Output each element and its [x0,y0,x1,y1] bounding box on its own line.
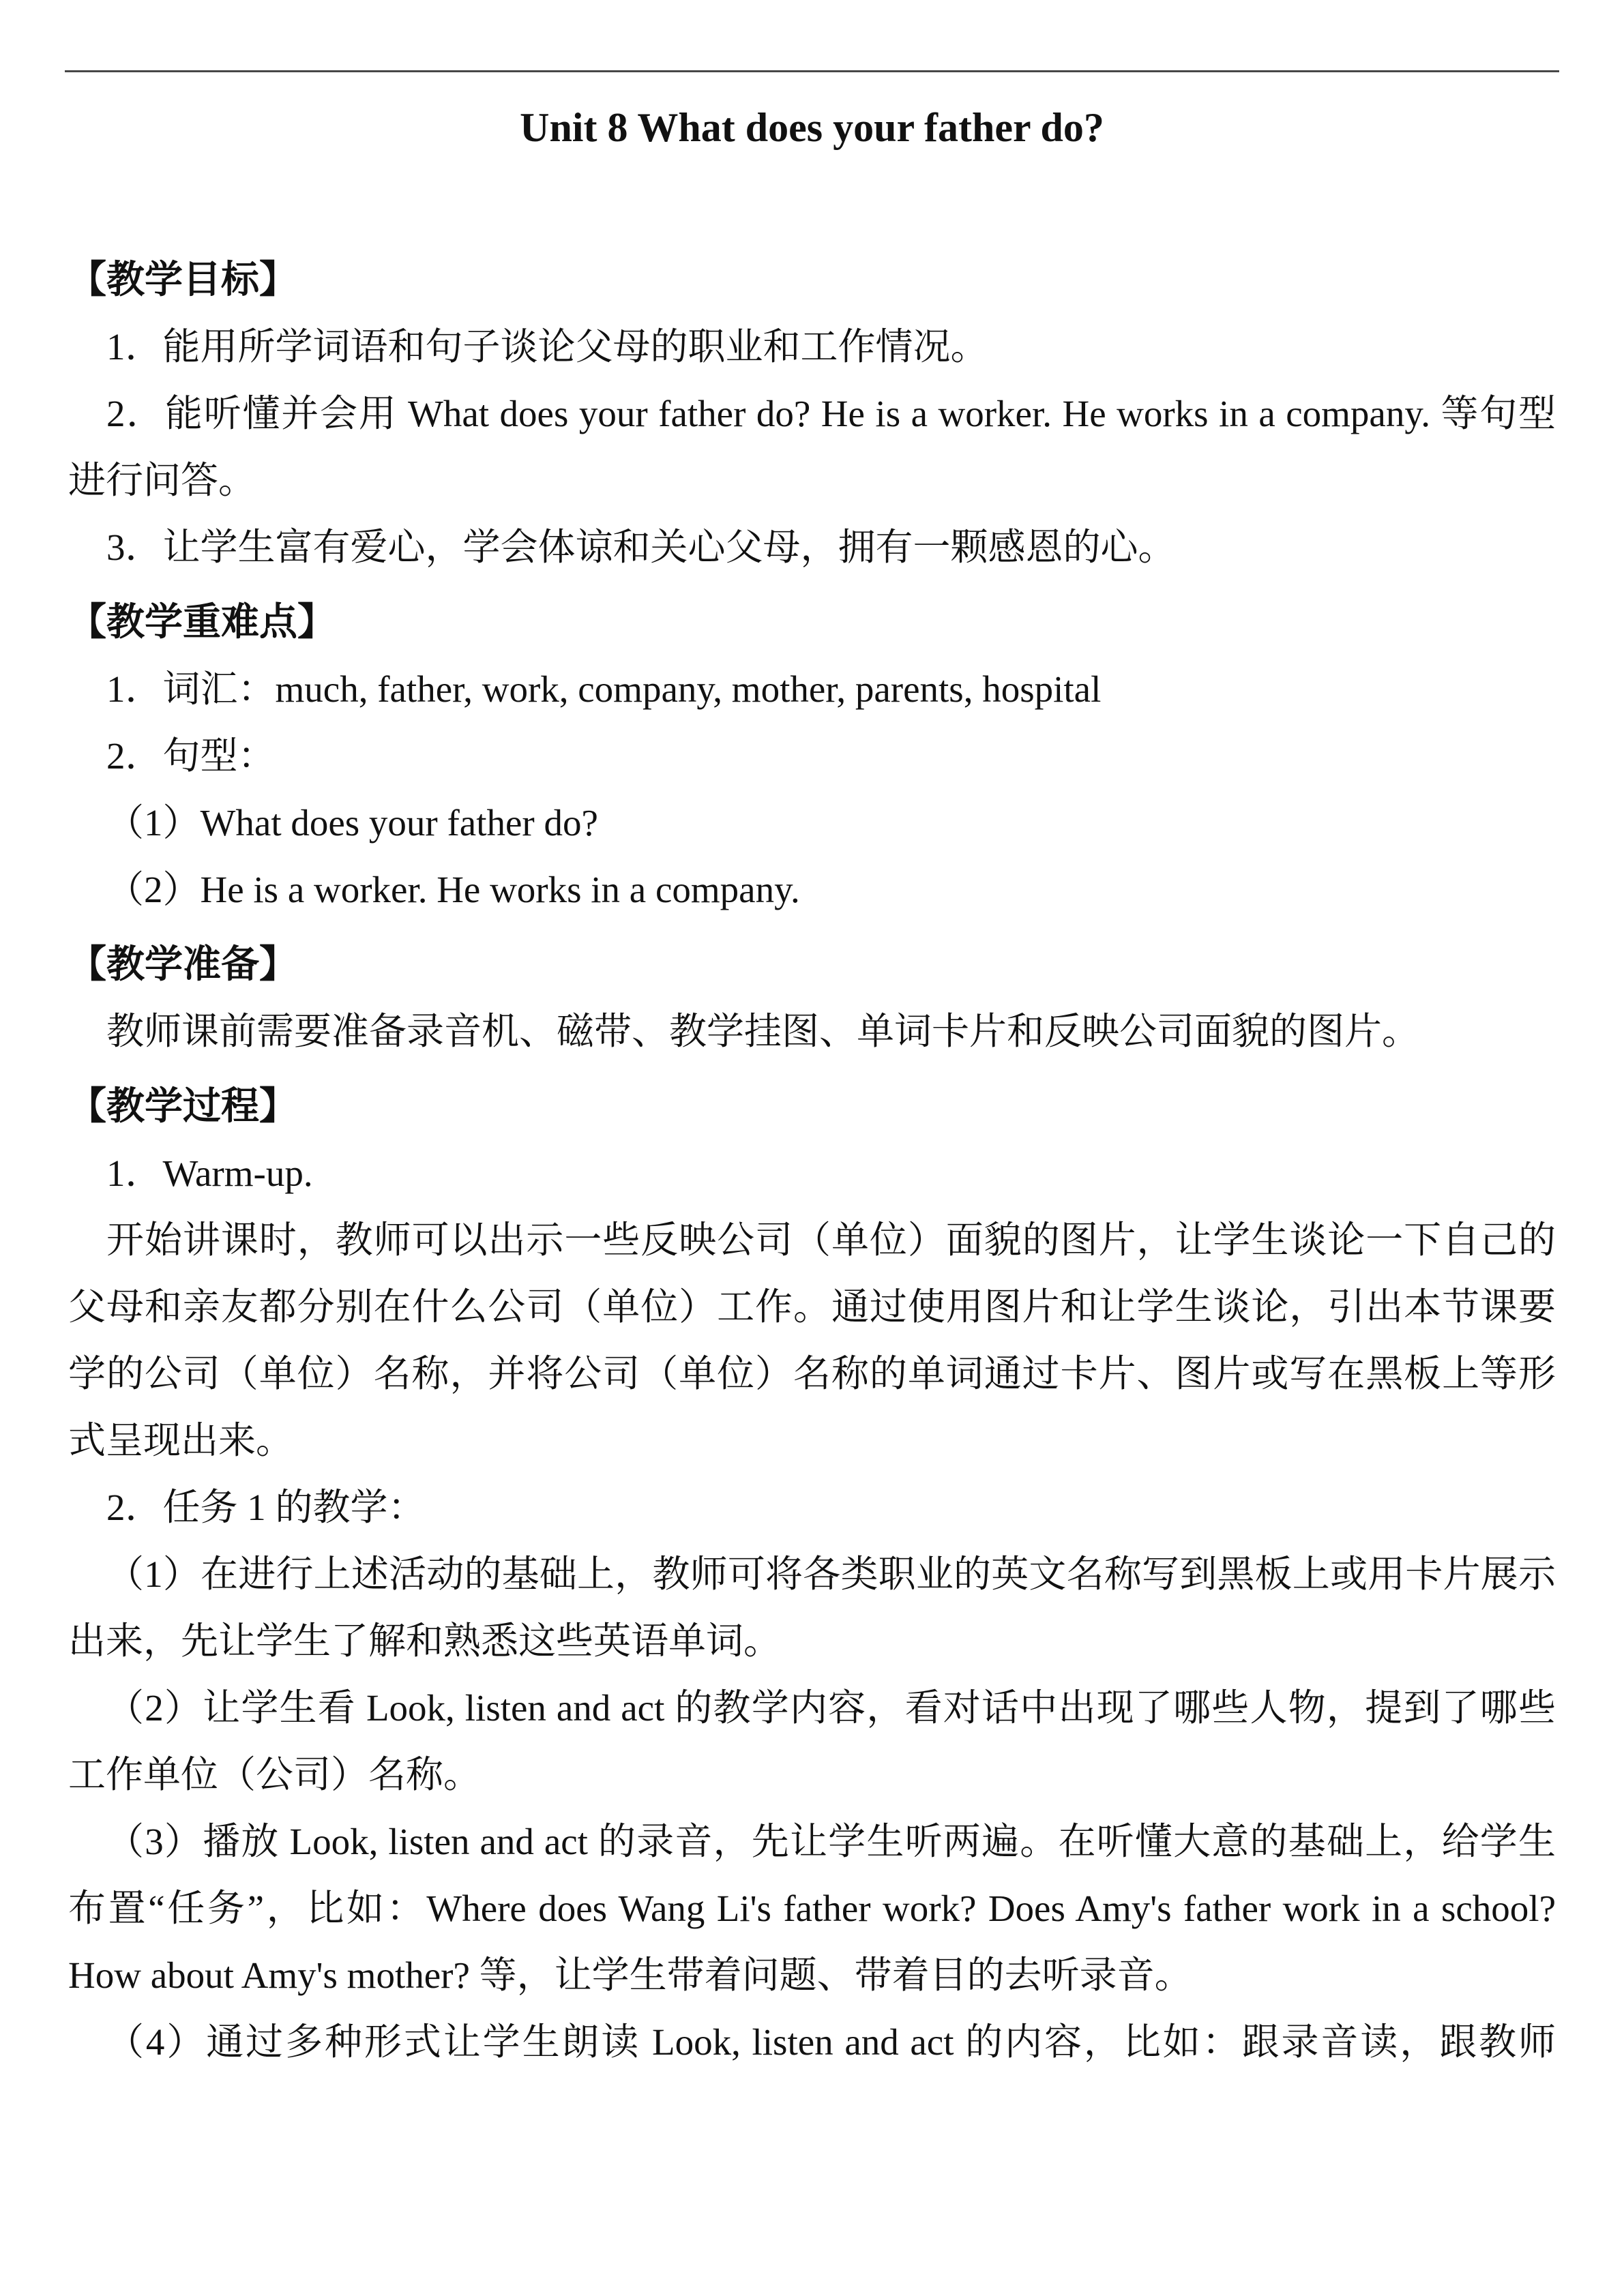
paragraph: 1．能用所学词语和句子谈论父母的职业和工作情况。 [106,326,988,368]
paragraph: 2．能听懂并会用 What does your father do? He is a worker. He works in a company. 等句型进行问答。 [68,393,1556,501]
paragraph: 2．任务 1 的教学： [106,1487,426,1528]
document-title: Unit 8 What does your father do? [520,105,1104,150]
paragraph: 教师课前需要准备录音机、磁带、教学挂图、单词卡片和反映公司面貌的图片。 [106,1011,1420,1052]
section-heading-key-points: 【教学重难点】 [68,601,336,644]
paragraph: （2）He is a worker. He works in a company. [106,869,800,910]
section-heading-objectives: 【教学目标】 [68,259,297,301]
section-teaching-objectives [68,247,1556,581]
section-teaching-preparation [68,931,1556,1065]
paragraph: （4）通过多种形式让学生朗读 Look, listen and act 的内容，比如：跟录音读，跟教师 [106,2021,1556,2063]
paragraph: （1）What does your father do? [106,802,598,844]
section-key-difficult-points [68,589,1556,923]
paragraph: 2．句型： [106,735,276,777]
page-header-rule [65,70,1559,72]
paragraph: 1．Warm-up. [106,1152,313,1194]
paragraph: （1）在进行上述活动的基础上，教师可将各类职业的英文名称写到黑板上或用卡片展示出来，先让学生了解和熟悉这些英语单词。 [68,1553,1556,1662]
section-heading-preparation: 【教学准备】 [68,944,297,986]
paragraph: 1．词汇：much, father, work, company, mother, parents, hospital [106,668,1102,710]
section-teaching-process [68,1073,1556,2076]
paragraph: 开始讲课时，教师可以出示一些反映公司（单位）面貌的图片，让学生谈论一下自己的父母和亲友都分别在什么公司（单位）工作。通过使用图片和让学生谈论，引出本节课要学的公司（单位）名称，并将公司（单位）名称的单词通过卡片、图片或写在黑板上等形式呈现出来。 [68,1219,1556,1461]
paragraph: （3）播放 Look, listen and act 的录音，先让学生听两遍。在听懂大意的基础上，给学生布置“任务”，比如：Where does Wang Li's father work? Does Amy's father work in a school? How about Amy's mother? 等，让学生带着问题、带着目的去听录音。 [68,1821,1556,1996]
paragraph: （2）让学生看 Look, listen and act 的教学内容，看对话中出现了哪些人物，提到了哪些工作单位（公司）名称。 [68,1687,1556,1795]
paragraph: 3．让学生富有爱心，学会体谅和关心父母，拥有一颗感恩的心。 [106,526,1176,568]
section-heading-process: 【教学过程】 [68,1086,297,1128]
